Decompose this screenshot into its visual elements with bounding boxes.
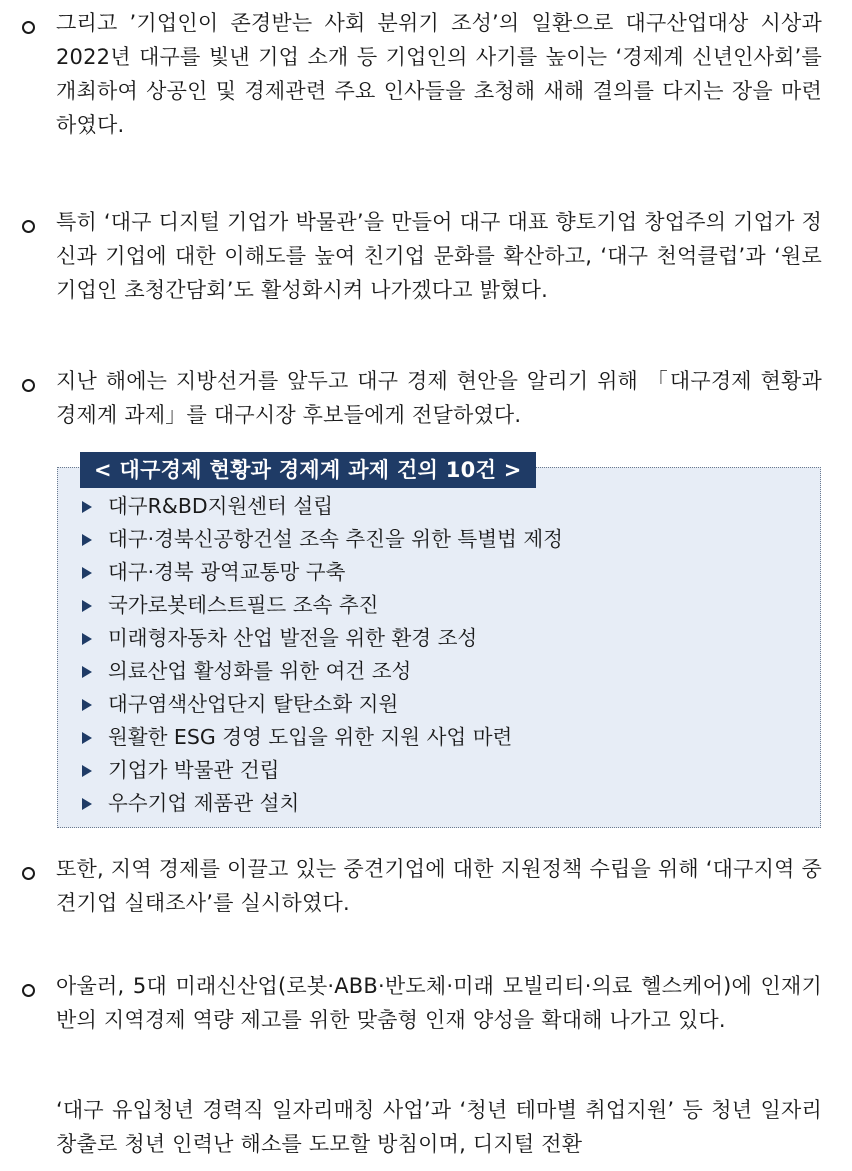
list-item: 대구R&BD지원센터 설립 bbox=[80, 490, 800, 523]
circle-bullet-icon bbox=[22, 972, 44, 1006]
paragraph-text: 특히 ‘대구 디지털 기업가 박물관’을 만들어 대구 대표 향토기업 창업주의 기업가 정신과 기업에 대한 이해도를 높여 친기업 문화를 확산하고, ‘대구 천억클럽’과 ‘원로 기업인 초청간담회’도 활성화시켜 나가겠다고 밝혔다. bbox=[56, 210, 822, 302]
list-item: 기업가 박물관 건립 bbox=[80, 754, 800, 787]
list-item: 대구·경북 광역교통망 구축 bbox=[80, 556, 800, 589]
triangle-right-icon bbox=[82, 666, 92, 678]
triangle-right-icon bbox=[82, 798, 92, 810]
list-item: 의료산업 활성화를 위한 여건 조성 bbox=[80, 655, 800, 688]
triangle-right-icon bbox=[82, 699, 92, 711]
proposal-box-title: < 대구경제 현황과 경제계 과제 건의 10건 > bbox=[80, 452, 536, 488]
list-item: 우수기업 제품관 설치 bbox=[80, 787, 800, 820]
paragraph-2 bbox=[22, 205, 822, 307]
paragraph-3 bbox=[22, 364, 822, 432]
paragraph-text: 지난 해에는 지방선거를 앞두고 대구 경제 현안을 알리기 위해 「대구경제 현황과 경제계 과제」를 대구시장 후보들에게 전달하였다. bbox=[56, 369, 822, 427]
circle-bullet-icon bbox=[22, 9, 44, 43]
continuation-text: ‘대구 유입청년 경력직 일자리매칭 사업’과 ‘청년 테마별 취업지원’ 등 청년 일자리 창출로 청년 인력난 해소를 도모할 방침이며, 디지털 전환 bbox=[56, 1098, 822, 1156]
list-item: 미래형자동차 산업 발전을 위한 환경 조성 bbox=[80, 622, 800, 655]
triangle-right-icon bbox=[82, 765, 92, 777]
paragraph-text: 아울러, 5대 미래신산업(로봇·ABB·반도체·미래 모빌리티·의료 헬스케어)에 인재기반의 지역경제 역량 제고를 위한 맞춤형 인재 양성을 확대해 나가고 있다. bbox=[56, 974, 822, 1032]
triangle-right-icon bbox=[82, 633, 92, 645]
proposal-list bbox=[80, 490, 800, 820]
paragraph-5 bbox=[22, 969, 822, 1037]
triangle-right-icon bbox=[82, 534, 92, 546]
circle-bullet-icon bbox=[22, 367, 44, 401]
list-item: 대구염색산업단지 탈탄소화 지원 bbox=[80, 688, 800, 721]
circle-bullet-icon bbox=[22, 208, 44, 242]
triangle-right-icon bbox=[82, 501, 92, 513]
list-item: 원활한 ESG 경영 도입을 위한 지원 사업 마련 bbox=[80, 721, 800, 754]
list-item: 국가로봇테스트필드 조속 추진 bbox=[80, 589, 800, 622]
paragraph-1 bbox=[22, 6, 822, 142]
continuation-paragraph bbox=[22, 1093, 822, 1161]
paragraph-text: 또한, 지역 경제를 이끌고 있는 중견기업에 대한 지원정책 수립을 위해 ‘대구지역 중견기업 실태조사’를 실시하였다. bbox=[56, 857, 822, 915]
paragraph-4 bbox=[22, 852, 822, 920]
triangle-right-icon bbox=[82, 567, 92, 579]
circle-bullet-icon bbox=[22, 855, 44, 889]
triangle-right-icon bbox=[82, 600, 92, 612]
triangle-right-icon bbox=[82, 732, 92, 744]
paragraph-text: 그리고 ’기업인이 존경받는 사회 분위기 조성’의 일환으로 대구산업대상 시상과 2022년 대구를 빛낸 기업 소개 등 기업인의 사기를 높이는 ‘경제계 신년인사회’를 개최하여 상공인 및 경제관련 주요 인사들을 초청해 새해 결의를 다지는 장을 마련하였다. bbox=[56, 11, 822, 137]
list-item: 대구·경북신공항건설 조속 추진을 위한 특별법 제정 bbox=[80, 523, 800, 556]
